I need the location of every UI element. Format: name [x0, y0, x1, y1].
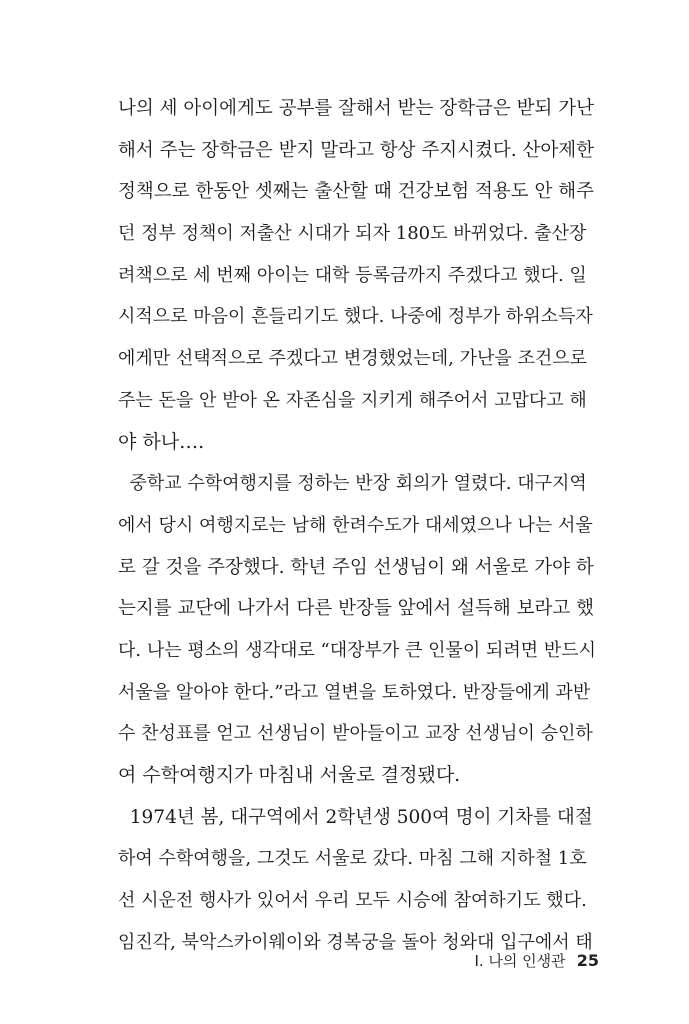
text-line: 서울을 알아야 한다.”라고 열변을 토하였다. 반장들에게 과반 [118, 681, 591, 703]
text-line: 중학교 수학여행지를 정하는 반장 회의가 열렸다. 대구지역 [118, 473, 587, 495]
page-footer [474, 950, 599, 971]
text-line: 1974년 봄, 대구역에서 2학년생 500여 명이 기차를 대절 [118, 806, 593, 828]
text-line: 주는 돈을 안 받아 온 자존심을 지키게 해주어서 고맙다고 해 [118, 389, 587, 411]
text-line: 정책으로 한동안 셋째는 출산할 때 건강보험 적용도 안 해주 [118, 181, 594, 203]
body-text [118, 88, 598, 963]
running-section-title: Ⅰ. 나의 인생관 [474, 952, 566, 970]
page-number: 25 [576, 951, 599, 970]
text-line: 나의 세 아이에게도 공부를 잘해서 받는 장학금은 받되 가난 [118, 98, 594, 119]
text-line: 시적으로 마음이 흔들리기도 했다. 나중에 정부가 하위소득자 [118, 306, 593, 328]
text-line: 에게만 선택적으로 주겠다고 변경했었는데, 가난을 조건으로 [118, 348, 588, 370]
text-line: 해서 주는 장학금은 받지 말라고 항상 주지시켰다. 산아제한 [118, 139, 594, 161]
text-line: 야 하나…. [118, 430, 205, 453]
text-line: 려책으로 세 번째 아이는 대학 등록금까지 주겠다고 했다. 일 [118, 264, 587, 286]
text-line: 하여 수학여행을, 그것도 서울로 갔다. 마침 그해 지하철 1호 [118, 848, 587, 870]
text-line: 수 찬성표를 얻고 선생님이 받아들이고 교장 선생님이 승인하 [118, 723, 593, 745]
text-line: 에서 당시 여행지로는 남해 한려수도가 대세였으나 나는 서울 [118, 514, 593, 536]
text-line: 선 시운전 행사가 있어서 우리 모두 시승에 참여하기도 했다. [118, 890, 587, 912]
text-line: 다. 나는 평소의 생각대로 “대장부가 큰 인물이 되려면 반드시 [118, 639, 597, 661]
text-line: 여 수학여행지가 마침내 서울로 결정됐다. [118, 764, 461, 786]
text-line: 로 갈 것을 주장했다. 학년 주임 선생님이 왜 서울로 가야 하 [118, 556, 594, 578]
text-line: 는지를 교단에 나가서 다른 반장들 앞에서 설득해 보라고 했 [118, 598, 594, 620]
text-line: 임진각, 북악스카이웨이와 경복궁을 돌아 청와대 입구에서 태 [118, 931, 593, 953]
text-line: 던 정부 정책이 저출산 시대가 되자 180도 바뀌었다. 출산장 [118, 223, 587, 245]
